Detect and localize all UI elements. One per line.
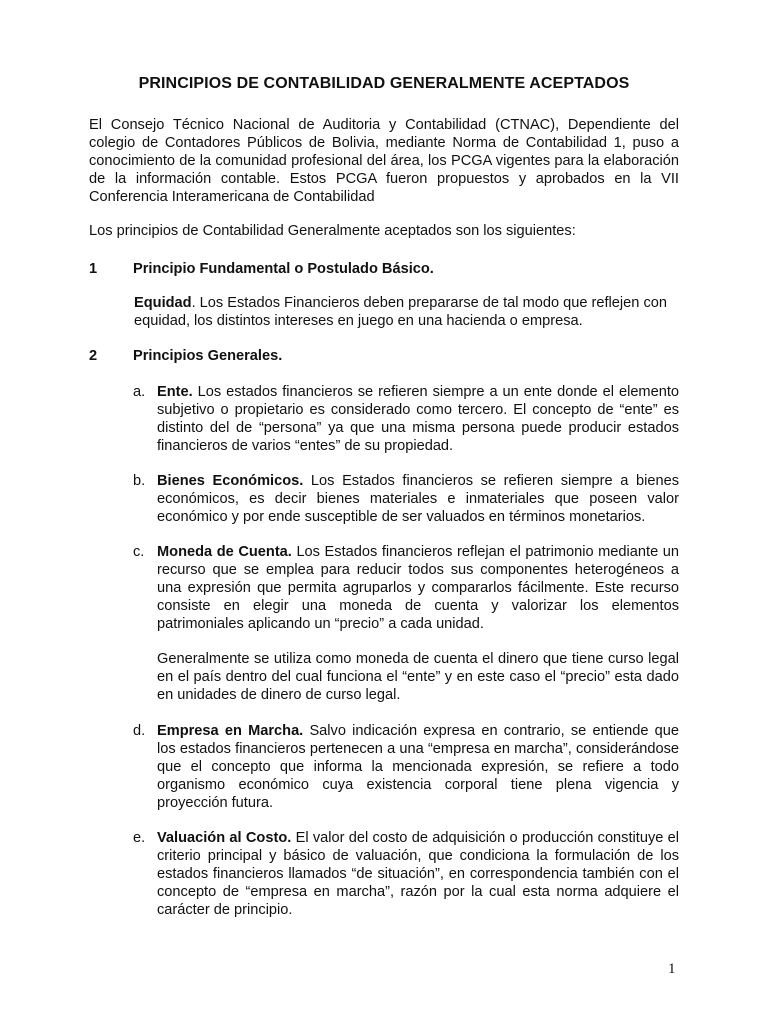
section-title: Principio Fundamental o Postulado Básico. bbox=[133, 261, 434, 277]
term-text: Salvo indicación expresa en contrario, se entiende que los estados financieros pertenecen a una “empresa en marcha”, considerándose que el concepto que informa la mencionada expresión, se refiere a todo organismo económico cuya existencia corporal tiene plena vigencia y proyección futura. bbox=[157, 723, 679, 811]
list-marker: a. bbox=[133, 384, 146, 400]
lead-paragraph: Los principios de Contabilidad Generalmente aceptados son los siguientes: bbox=[89, 223, 576, 239]
term-text: Los Estados financieros reflejan el patrimonio mediante un recurso que se emplea para reducir todos sus componentes heterogéneos a una expresión que permita agruparlos y compararlos fácilmente. Este recurso consiste en elegir una moneda de cuenta y valorizar los elementos patrimoniales aplicando un “precio” a cada unidad. bbox=[157, 544, 679, 632]
section-heading-1 bbox=[89, 260, 679, 278]
list-marker: c. bbox=[133, 544, 145, 560]
term-text: Los estados financieros se refieren siempre a un ente donde el elemento subjetivo o propietario es considerado como tercero. El concepto de “ente” es distinto del de “persona” ya que una misma persona puede producir estados financieros de varios “entes” de su propiedad. bbox=[157, 384, 679, 454]
list-item bbox=[133, 829, 680, 919]
term-label: Ente. bbox=[157, 384, 193, 400]
section-title: Principios Generales. bbox=[133, 348, 283, 364]
term-text: El valor del costo de adquisición o producción constituye el criterio principal y básico de valuación, que condiciona la formulación de los estados financieros llamados “de situación”, en correspondencia también con el concepto de “empresa en marcha”, razón por la cual esta norma adquiere el carácter de principio. bbox=[157, 830, 680, 918]
section-number: 1 bbox=[89, 261, 98, 277]
page-number: 1 bbox=[668, 961, 676, 977]
term-label: Bienes Económicos. bbox=[157, 473, 304, 489]
term-text: . Los Estados Financieros deben prepararse de tal modo que reflejen con equidad, los distintos intereses en juego en una hacienda o empresa. bbox=[134, 295, 667, 329]
equidad-paragraph bbox=[134, 294, 679, 330]
list-marker: b. bbox=[133, 473, 146, 489]
list-item bbox=[133, 383, 679, 455]
list-marker: e. bbox=[133, 830, 146, 846]
section-number: 2 bbox=[89, 348, 98, 364]
term-label: Moneda de Cuenta. bbox=[157, 544, 292, 560]
term-label: Valuación al Costo. bbox=[157, 830, 292, 846]
list-item-continuation bbox=[157, 650, 679, 704]
intro-paragraph: El Consejo Técnico Nacional de Auditoria y Contabilidad (CTNAC), Dependiente del colegio de Contadores Públicos de Bolivia, mediante Norma de Contabilidad 1, puso a conocimiento de la comunidad profesional del área, los PCGA vigentes para la elaboración de la información contable. Estos PCGA fueron propuestos y aprobados en la VII Conferencia Interamericana de Contabilidad bbox=[89, 117, 679, 205]
list-item bbox=[133, 543, 679, 633]
term-text: Los Estados financieros se refieren siempre a bienes económicos, es decir bienes materiales e inmateriales que poseen valor económico y por ende susceptible de ser valuados en términos monetarios. bbox=[157, 473, 679, 525]
list-marker: d. bbox=[133, 723, 146, 739]
term-label: Equidad bbox=[134, 295, 192, 311]
section-heading-2 bbox=[89, 347, 679, 365]
term-text: Generalmente se utiliza como moneda de cuenta el dinero que tiene curso legal en el país dentro del cual funciona el “ente” y en este caso el “precio” esta dado en unidades de dinero de curso legal. bbox=[157, 651, 679, 703]
list-item bbox=[133, 722, 679, 812]
page-title: PRINCIPIOS DE CONTABILIDAD GENERALMENTE ACEPTADOS bbox=[138, 75, 630, 92]
term-label: Empresa en Marcha. bbox=[157, 723, 304, 739]
list-item bbox=[133, 472, 679, 526]
